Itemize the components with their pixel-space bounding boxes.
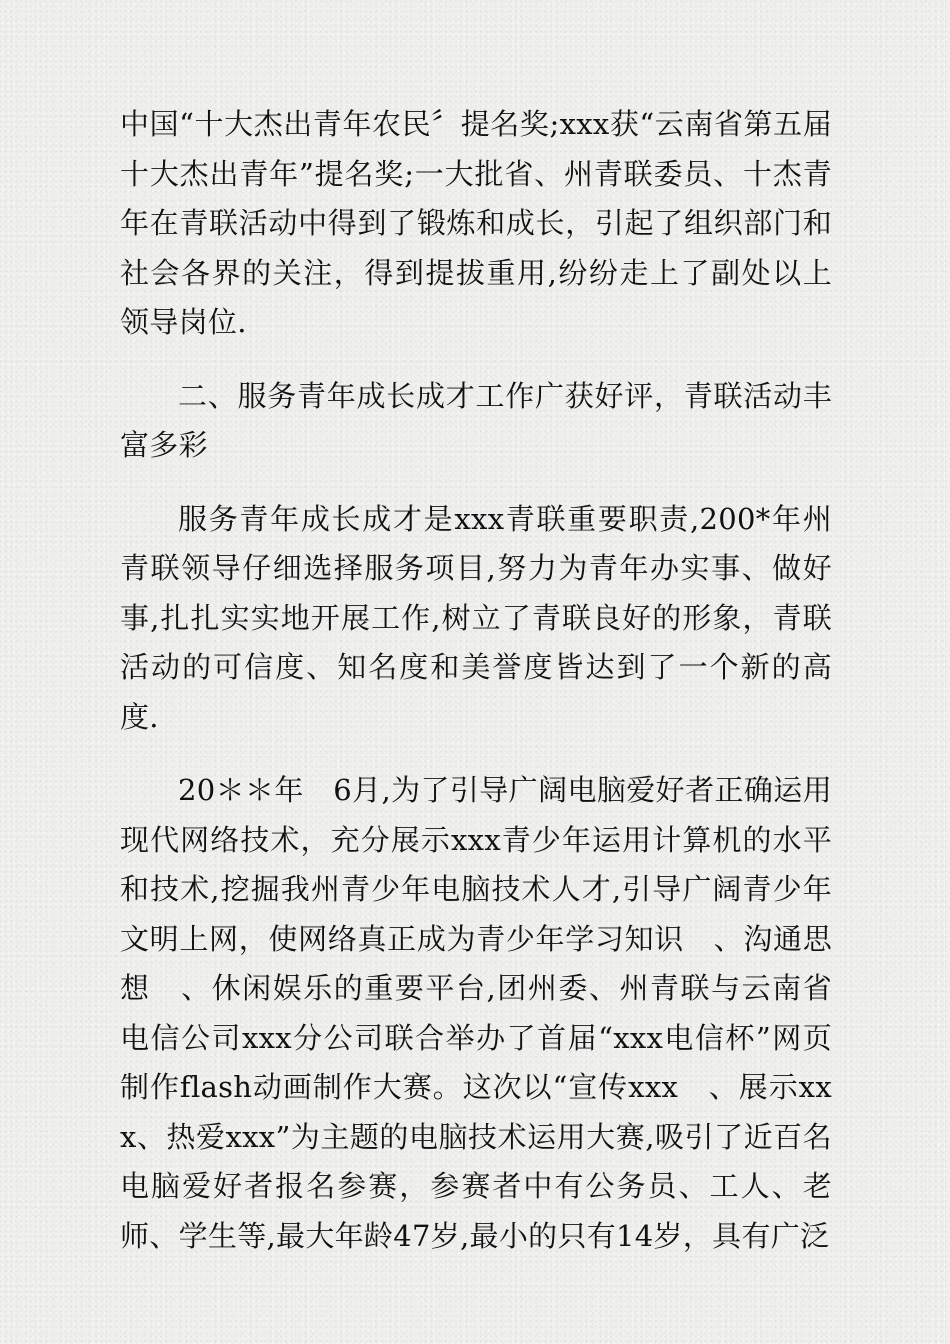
paragraph-web-contest: 20＊＊年 6月,为了引导广阔电脑爱好者正确运用现代网络技术，充分展示xxx青少年运用计算机的水平和技术,挖掘我州青少年电脑技术人才,引导广阔青少年文明上网，使网络真正成为青少年学习知识 、沟通思想 、休闲娱乐的重要平台,团州委、州青联与云南省电信公司xxx分公司联合举办了首届“xxx电信杯”网页制作flash动画制作大赛。这次以“宣传xxx 、展示xxx、热爱xxx”为主题的电脑技术运用大赛,吸引了近百名电脑爱好者报名参赛，参赛者中有公务员、工人、老师、学生等,最大年龄47岁,最小的只有14岁，具有广泛	[120, 773, 832, 1253]
paragraph-gap	[120, 471, 832, 495]
paragraph-continuation: 中国“十大杰出青年农民〞提名奖;xxx获“云南省第五届十大杰出青年”提名奖;一大批省、州青联委员、十杰青年在青联活动中得到了锻炼和成长，引起了组织部门和社会各界的关注，得到提拔重用,纷纷走上了副处以上领导岗位.	[120, 107, 832, 339]
paragraph-service-overview: 服务青年成长成才是xxx青联重要职责,200*年州青联领导仔细选择服务项目,努力为青年办实事、做好事,扎扎实实地开展工作,树立了青联良好的形象，青联活动的可信度、知名度和美誉度皆达到了一个新的高度.	[120, 501, 832, 734]
paragraph-gap	[120, 742, 832, 766]
section-heading: 二、服务青年成长成才工作广获好评，青联活动丰富多彩	[120, 378, 832, 462]
paragraph-gap	[120, 348, 832, 372]
document-page	[120, 100, 832, 1261]
